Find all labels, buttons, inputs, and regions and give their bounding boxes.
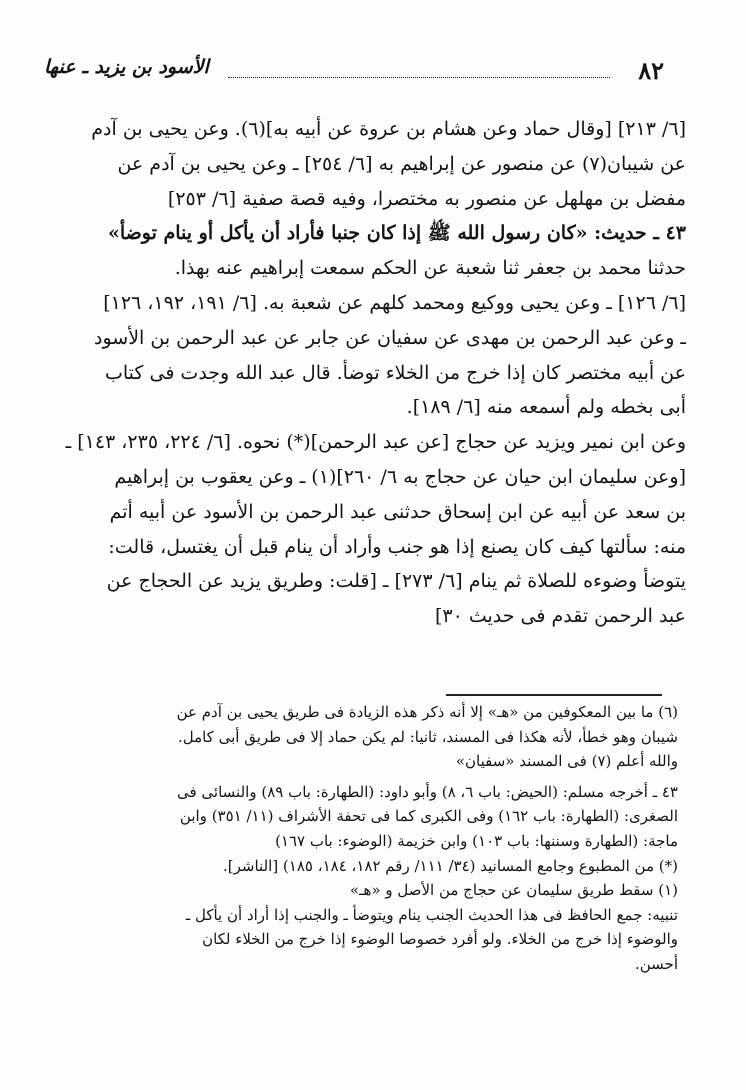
text-line: بن سعد عن أبيه عن ابن إسحاق حدثنى عبد الرحمن بن الأسود عن أبيه أتم: [109, 500, 686, 523]
running-title: الأسود بن يزيد ـ عنها: [44, 56, 209, 78]
text-line: يتوضأ وضوءه للصلاة ثم ينام [٦/ ٢٧٣] ـ [قلت: وطريق يزيد عن الحجاج عن: [106, 570, 686, 593]
footnote-line: والوضوء إذا خرج من الخلاء. ولو أفرد خصوصا الوضوء إذا خرج من الخلاء لكان: [202, 930, 678, 949]
footnote-line: (١) سقط طريق سليمان عن حجاج من الأصل و «هـ»: [349, 881, 678, 900]
footnotes: [58, 700, 678, 977]
footnote-line: (٦) ما بين المعكوفين من «هـ» إلا أنه ذكر هذه الزيادة فى طريق يحيى بن آدم عن: [176, 703, 678, 721]
text-line: [وعن سليمان ابن حيان عن حجاج به ٦/ ٢٦٠](١) ـ وعن يعقوب بن إبراهيم: [114, 465, 686, 488]
text-line: أبى بخطه ولم أسمعه منه [٦/ ١٨٩].: [406, 396, 686, 419]
page-header: [44, 52, 664, 88]
footnote-line: والله أعلم (٧) فى المسند «سفيان»: [455, 752, 678, 771]
text-line: عن شيبان(٧) عن منصور عن إبراهيم به [٦/ ٢٥٤] ـ وعن يحيى بن آدم عن: [117, 152, 686, 175]
footnote-line: تنبيه: جمع الحافظ فى هذا الحديث الجنب ينام ويتوضأ ـ والجنب إذا أراد أن يأكل ـ: [185, 905, 678, 924]
footnote-line: ماجة: (الطهارة وسننها: باب ١٠٣) وابن خزيمة (الوضوء: باب ١٦٧): [275, 831, 678, 850]
hadith-heading: ٤٣ ـ حديث: «كان رسول الله ﷺ إذا كان جنبا فأراد أن يأكل أو ينام توضأ»: [107, 222, 686, 245]
main-text: [46, 112, 686, 634]
footnote-line: الصغرى: (الطهارة: باب ١٦٢) وفى الكبرى كما فى تحفة الأشراف (١١/ ٣٥١) وابن: [179, 807, 678, 826]
text-line: وعن ابن نمير ويزيد عن حجاج [عن عبد الرحمن](*) نحوه. [٦/ ٢٢٤، ٢٣٥، ١٤٣] ـ: [65, 431, 686, 454]
page-number: ٨٢: [638, 56, 664, 85]
text-line: منه: سألتها كيف كان يصنع إذا هو جنب وأراد أن ينام قبل أن يغتسل، قالت:: [108, 535, 686, 558]
header-dotted-rule: [228, 77, 610, 78]
footnote-line: (*) من المطبوع وجامع المسانيد (٣٤/ ١١١/ رقم ١٨٢، ١٨٤، ١٨٥) [الناشر].: [223, 856, 678, 875]
footnote-line: ٤٣ ـ أخرجه مسلم: (الحيض: باب ٦، ٨) وأبو داود: (الطهارة: باب ٨٩) والنسائى فى: [176, 782, 678, 801]
text-line: مفضل بن مهلهل عن منصور به مختصرا، وفيه قصة صفية [٦/ ٢٥٣]: [167, 187, 686, 210]
text-line: عن أبيه مختصر كان إذا خرج من الخلاء توضأ. قال عبد الله وجدت فى كتاب: [104, 361, 686, 384]
text-line: ـ وعن عبد الرحمن بن مهدى عن سفيان عن جابر عن عبد الرحمن بن الأسود: [94, 326, 686, 349]
footnote-separator: [446, 694, 662, 696]
footnote-line: شيبان وهو خطأ، لأنه هكذا فى المسند، ثانيا: لم يكن حماد إلا فى طريق أبى كامل.: [177, 727, 678, 746]
text-line: حدثنا محمد بن جعفر ثنا شعبة عن الحكم سمعت إبراهيم عنه بهذا.: [174, 257, 686, 280]
text-line: [٦/ ٢١٣] [وقال حماد وعن هشام بن عروة عن أبيه به](٦). وعن يحيى بن آدم: [91, 118, 686, 140]
text-line: [٦/ ١٢٦] ـ وعن يحيى ووكيع ومحمد كلهم عن شعبة به. [٦/ ١٩١، ١٩٢، ١٢٦]: [103, 291, 686, 314]
footnote-line: أحسن.: [634, 954, 678, 973]
text-line: عبد الرحمن تقدم فى حديث ٣٠]: [434, 605, 686, 628]
